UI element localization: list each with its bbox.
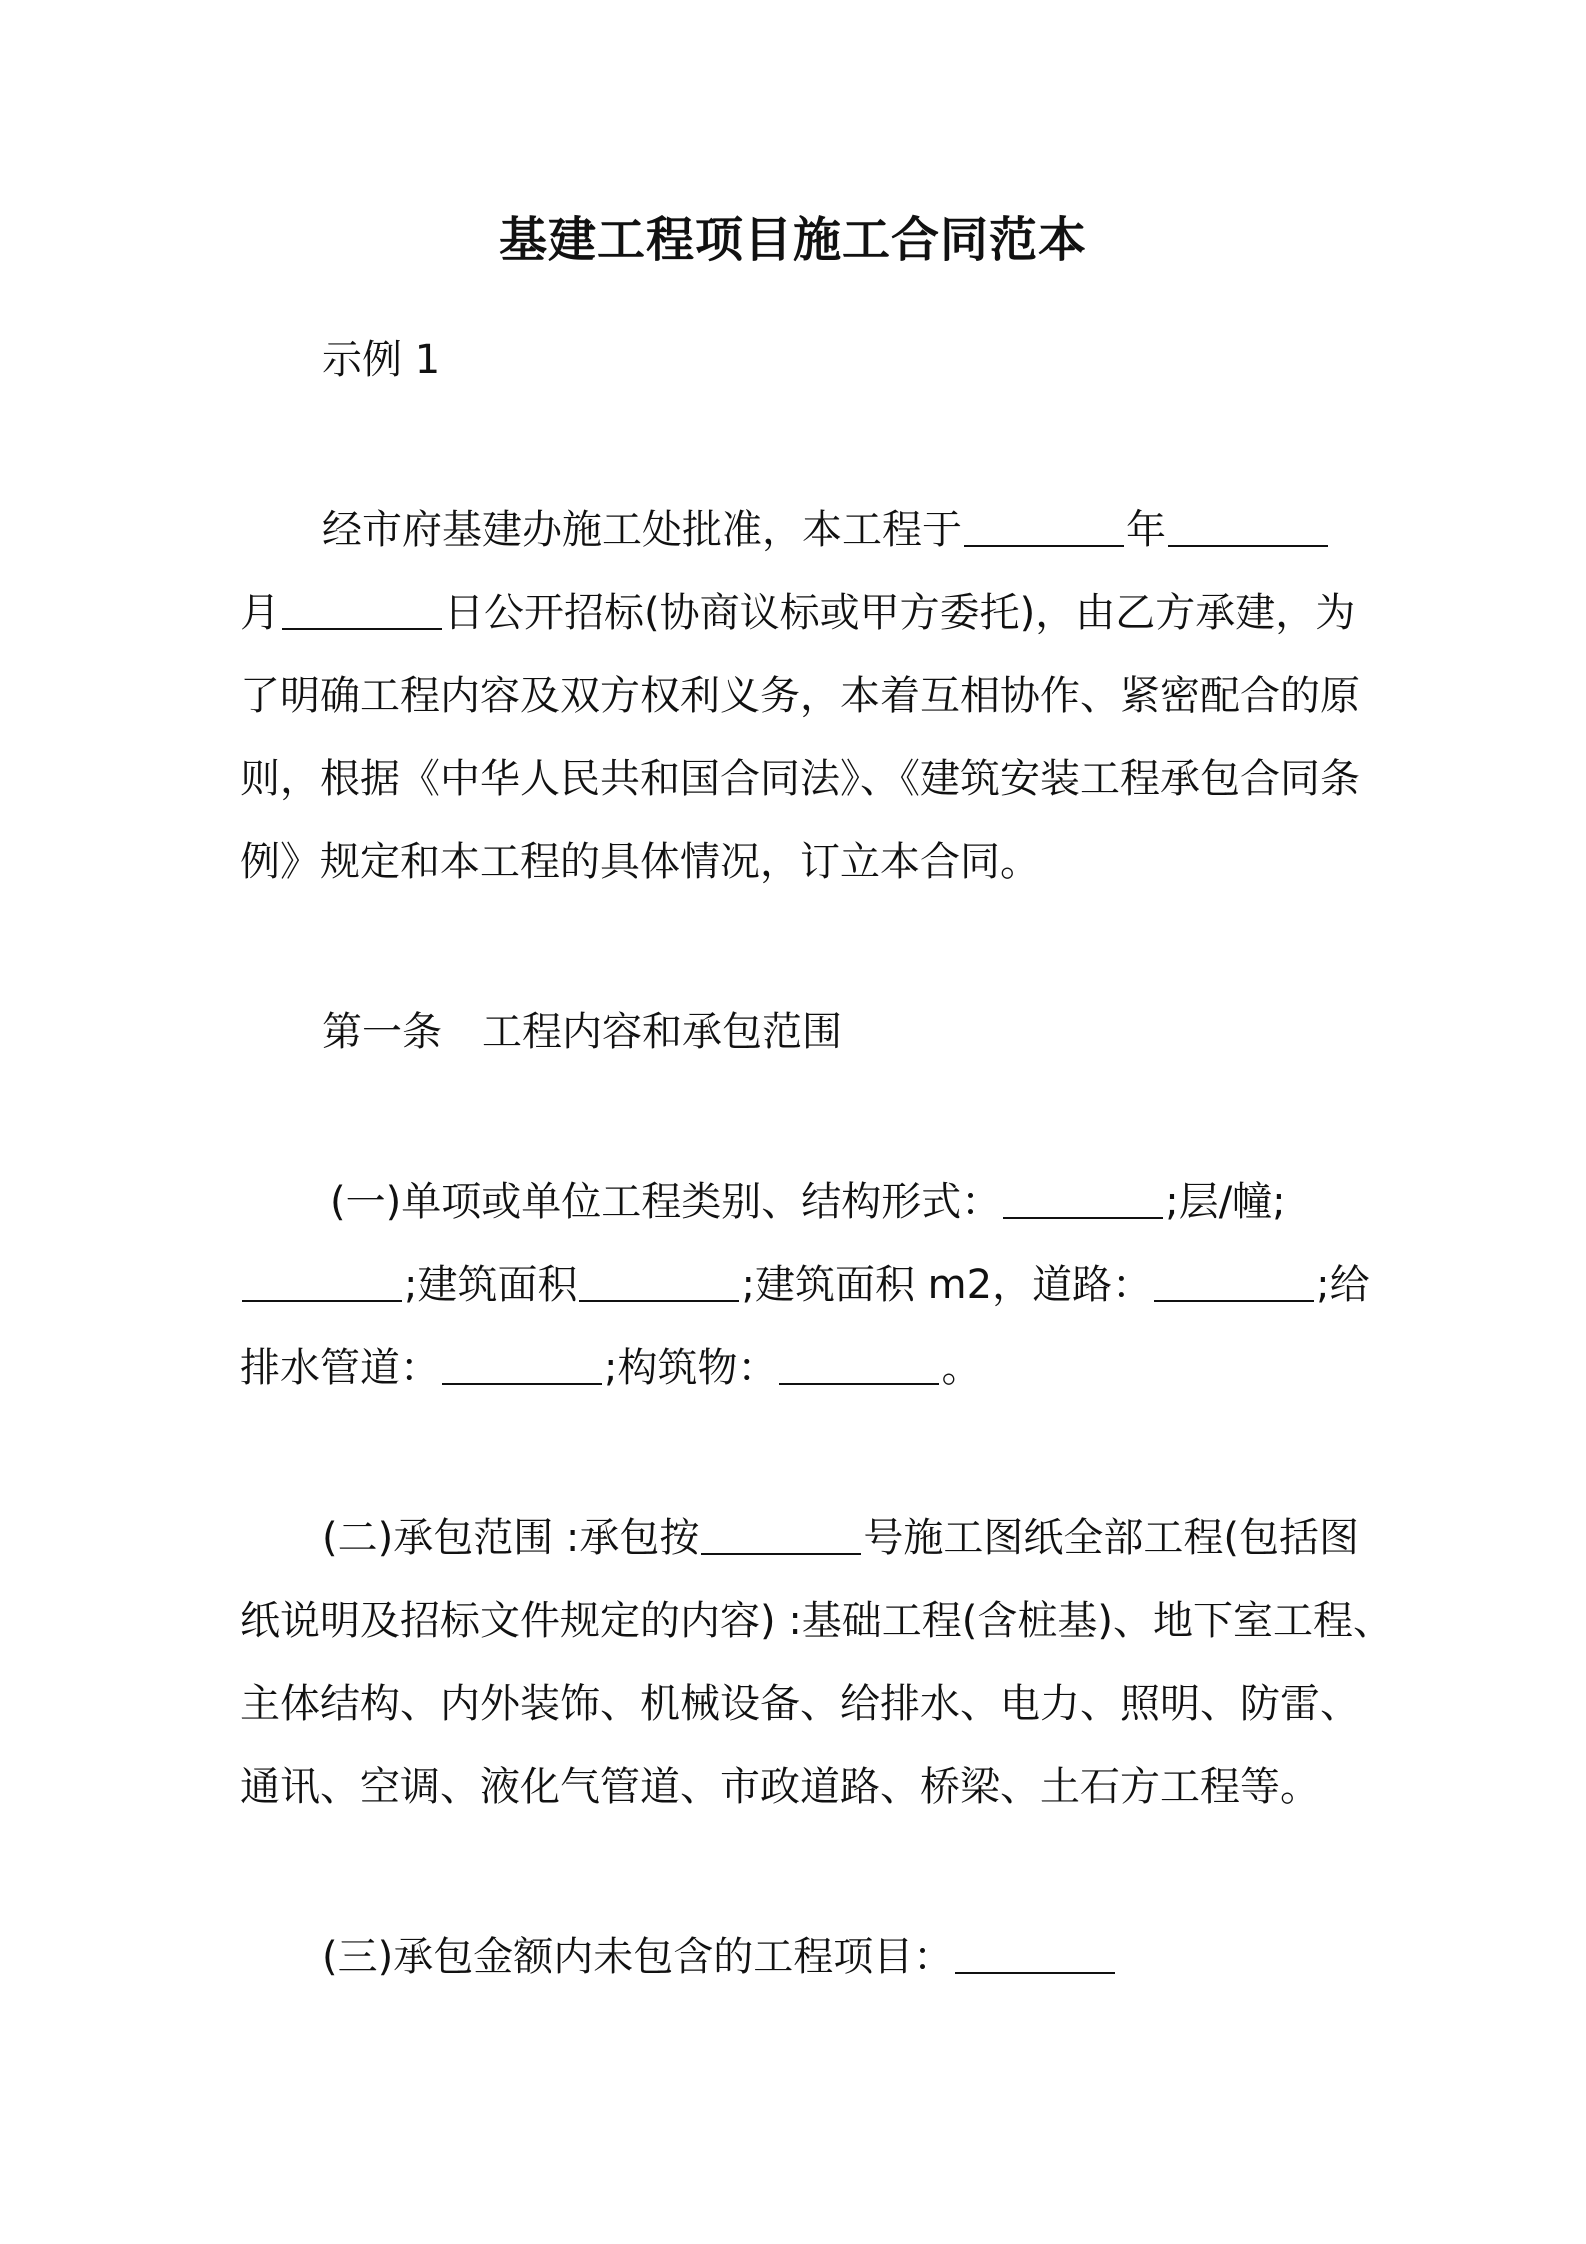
day-blank[interactable]	[282, 588, 442, 630]
intro-line-4: 则，根据《中华人民共和国合同法》、《建筑安装工程承包合同条	[240, 756, 1360, 802]
item-2-line-3: 主体结构、内外装饰、机械设备、给排水、电力、照明、防雷、	[240, 1681, 1360, 1727]
intro-line-3: 了明确工程内容及双方权利义务，本着互相协作、紧密配合的原	[240, 673, 1360, 719]
item-text: ;给	[1316, 1262, 1370, 1308]
excluded-items-blank[interactable]	[955, 1932, 1115, 1974]
month-blank[interactable]	[1168, 505, 1328, 547]
item-2-line-1	[322, 1508, 1359, 1568]
item-text: ;构筑物：	[604, 1345, 778, 1391]
road-blank[interactable]	[1154, 1260, 1314, 1302]
intro-text: 年	[1126, 507, 1166, 553]
document-title: 基建工程项目施工合同范本	[498, 212, 1087, 268]
intro-text: 经市府基建办施工处批准，本工程于	[322, 507, 962, 553]
item-text: ;建筑面积 m2，道路：	[741, 1262, 1153, 1308]
year-blank[interactable]	[964, 505, 1124, 547]
item-3-line-1	[322, 1927, 1117, 1987]
intro-text: 日公开招标(协商议标或甲方委托)，由乙方承建，为	[444, 590, 1356, 636]
intro-line-2	[240, 583, 1355, 643]
drawing-number-blank[interactable]	[701, 1513, 861, 1555]
intro-line-1	[322, 500, 1330, 560]
item-text: (二)承包范围 :承包按	[322, 1515, 700, 1561]
item-1-line-3	[240, 1338, 981, 1398]
building-area-blank[interactable]	[579, 1260, 739, 1302]
item-text: ;建筑面积	[404, 1262, 578, 1308]
item-text: 号施工图纸全部工程(包括图	[863, 1515, 1360, 1561]
item-1-line-1	[330, 1172, 1286, 1232]
intro-text: 月	[240, 590, 280, 636]
item-2-line-4: 通讯、空调、液化气管道、市政道路、桥梁、土石方工程等。	[240, 1764, 1320, 1810]
item-2-line-2: 纸说明及招标文件规定的内容) :基础工程(含桩基)、地下室工程、	[240, 1598, 1394, 1644]
item-text: ;层/幢;	[1165, 1179, 1286, 1225]
item-text: 。	[941, 1345, 982, 1391]
example-label: 示例 1	[322, 337, 441, 383]
item-text: 排水管道：	[240, 1345, 440, 1391]
item-text: (一)单项或单位工程类别、结构形式：	[330, 1179, 1002, 1225]
intro-line-5: 例》规定和本工程的具体情况，订立本合同。	[240, 839, 1040, 885]
drainage-pipe-blank[interactable]	[442, 1343, 602, 1385]
article-1-heading: 第一条 工程内容和承包范围	[322, 1009, 842, 1055]
structures-blank[interactable]	[779, 1343, 939, 1385]
item-text: (三)承包金额内未包含的工程项目：	[322, 1934, 954, 1980]
floors-blank[interactable]	[242, 1260, 402, 1302]
structure-type-blank[interactable]	[1003, 1177, 1163, 1219]
item-1-line-2	[240, 1255, 1370, 1315]
